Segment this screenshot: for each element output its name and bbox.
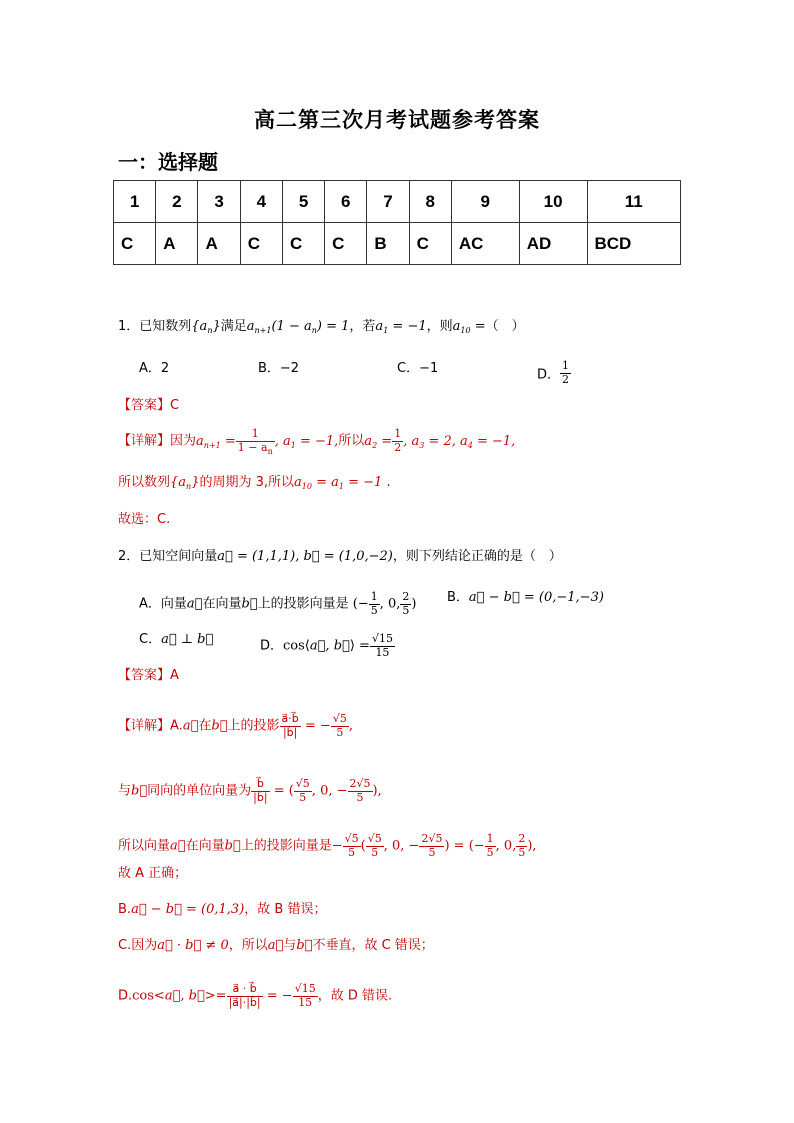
table-cell: C — [325, 223, 367, 265]
table-cell: C — [240, 223, 282, 265]
table-cell: C — [409, 223, 451, 265]
table-cell: 9 — [451, 181, 519, 223]
q2-projection: 所以向量a⃗在向量b⃗上的投影向量是− $\frac{√5}{5}$ ( $\frac{√5}{5}$ , 0, − $\frac{2√5}{5}$ ) = (− $\frac{1}{5}$ , 0, $\frac{2}{5}$ ), — [118, 832, 537, 859]
q2-option-d: D．cos⟨a⃗, b⃗⟩ = $\frac{√15}{15}$ — [260, 632, 393, 659]
table-cell: B — [367, 223, 409, 265]
table-cell: 6 — [325, 181, 367, 223]
q1-detail: 【详解】因为$a_{n+1}$ = $\frac{1}{1 - a_n}$ , $a_1 = -1$,所以$a_2$ = $\frac{1}{2}$ , $a_3 = 2$, $a_4 = -1$, — [118, 427, 516, 456]
q1-option-d: D． $\frac{1}{2}$ — [537, 359, 570, 386]
table-cell: A — [156, 223, 198, 265]
q2-option-a: A．向量a⃗在向量b⃗上的投影向量是 (− $\frac{1}{5}$ , 0, $\frac{2}{5}$ ) — [139, 590, 417, 617]
answer-table-header-row — [114, 181, 681, 223]
table-cell: BCD — [587, 223, 681, 265]
q2-a-correct: 故 A 正确； — [118, 866, 188, 881]
table-cell: 3 — [198, 181, 240, 223]
q2-option-b: B．a⃗ − b⃗ = (0,−1,−3) — [447, 590, 604, 605]
q1-answer: 【答案】C — [118, 398, 180, 413]
q1-stem: 1．已知数列$\{a_n\}$满足$a_{n+1}(1 - a_n) = 1$，若$a_1 = -1$，则$a_{10}$ =（ ） — [118, 319, 525, 335]
table-cell: C — [282, 223, 324, 265]
q2-detail-c: C.因为a⃗ · b⃗ ≠ 0，所以a⃗与b⃗不垂直，故 C 错误； — [118, 938, 434, 953]
q1-option-b: B．−2 — [258, 361, 300, 376]
q2-stem: 2．已知空间向量a⃗ = (1,1,1), b⃗ = (1,0,−2)，则下列结论正确的是（ ） — [118, 549, 562, 564]
q1-option-a: A．2 — [139, 361, 170, 376]
q2-option-c: C．a⃗ ⊥ b⃗ — [139, 632, 214, 647]
q2-answer: 【答案】A — [118, 668, 179, 683]
table-cell: 8 — [409, 181, 451, 223]
table-cell: 7 — [367, 181, 409, 223]
table-cell: A — [198, 223, 240, 265]
page-title: 高二第三次月考试题参考答案 — [254, 108, 540, 132]
table-cell: 5 — [282, 181, 324, 223]
table-cell: 10 — [519, 181, 587, 223]
table-cell: 1 — [114, 181, 156, 223]
table-cell: 2 — [156, 181, 198, 223]
table-cell: 4 — [240, 181, 282, 223]
table-cell: 11 — [587, 181, 681, 223]
answer-table — [113, 180, 681, 265]
q2-unit-vector: 与b⃗同向的单位向量为 $\frac{b⃗}{|b⃗|}$ = ( $\frac{√5}{5}$ , 0, − $\frac{2√5}{5}$ ), — [118, 777, 382, 804]
q1-conclusion: 故选：C. — [118, 512, 171, 527]
q1-period: 所以数列$\{a_n\}$的周期为 3,所以$a_{10} = a_1 = -1$ . — [118, 475, 391, 491]
q1-option-c: C．−1 — [397, 361, 439, 376]
table-cell: AD — [519, 223, 587, 265]
table-cell: C — [114, 223, 156, 265]
table-cell: AC — [451, 223, 519, 265]
section-heading: 一：选择题 — [118, 150, 218, 174]
q2-detail-a: 【详解】A.a⃗在b⃗上的投影 $\frac{a⃗\cdot b⃗}{|b⃗|}$ = − $\frac{√5}{5}$ , — [118, 712, 353, 739]
q2-detail-b: B.a⃗ − b⃗ = (0,1,3)，故 B 错误； — [118, 902, 327, 917]
q2-detail-d: D.cos<a⃗, b⃗>= $\frac{a⃗ \cdot b⃗}{|a⃗|\cdot|b⃗|}$ = − $\frac{√15}{15}$ ，故 D 错误. — [118, 982, 393, 1009]
answer-table-key-row — [114, 223, 681, 265]
